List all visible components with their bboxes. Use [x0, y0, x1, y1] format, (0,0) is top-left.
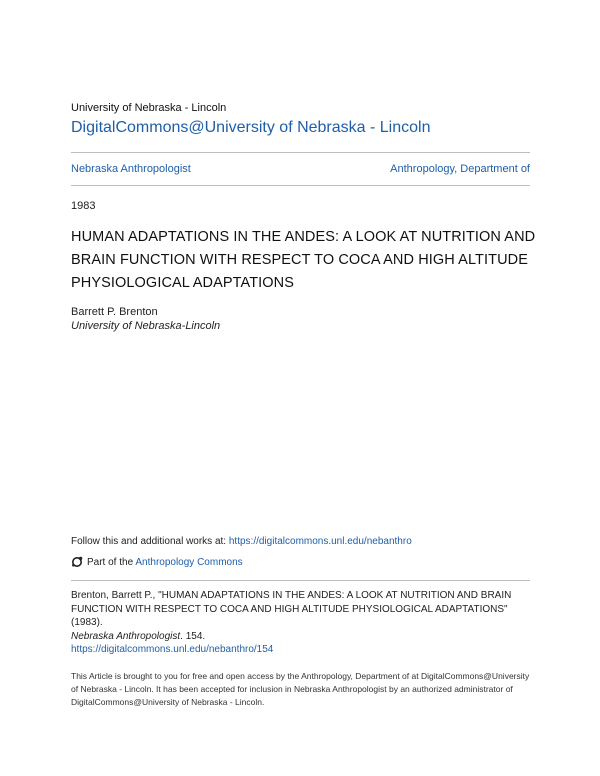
citation-journal: Nebraska Anthropologist — [71, 630, 181, 642]
repository-link[interactable]: DigitalCommons@University of Nebraska - Lincoln — [71, 119, 431, 136]
article-title: HUMAN ADAPTATIONS IN THE ANDES: A LOOK AT NUTRITION AND BRAIN FUNCTION WITH RESPECT TO COCA AND HIGH ALTITUDE PHYSIOLOGICAL ADAPTATIONS — [71, 229, 536, 291]
follow-line — [71, 536, 412, 547]
divider — [71, 580, 530, 581]
part-of-text: Part of the — [87, 556, 136, 568]
journal-link[interactable]: Nebraska Anthropologist — [71, 163, 191, 175]
author-name: Barrett P. Brenton — [71, 306, 158, 318]
department-link[interactable]: Anthropology, Department of — [390, 163, 530, 175]
author-affiliation: University of Nebraska-Lincoln — [71, 320, 221, 332]
institution-name: University of Nebraska - Lincoln — [71, 102, 227, 114]
commons-network-icon — [71, 556, 83, 568]
footer-notice: This Article is brought to you for free and open access by the Anthropology, Department of at DigitalCommons@University of Nebraska - Lincoln. It has been accepted for inclusion in Nebraska Anthropologist by an authorized administrator of DigitalCommons@University of Nebraska - Lincoln. — [71, 671, 530, 707]
follow-text: Follow this and additional works at: — [71, 536, 229, 547]
citation-block — [71, 589, 531, 657]
divider — [71, 185, 530, 186]
citation-text: Brenton, Barrett P., "HUMAN ADAPTATIONS IN THE ANDES: A LOOK AT NUTRITION AND BRAIN FUNCTION WITH RESPECT TO COCA AND HIGH ALTITUDE PHYSIOLOGICAL ADAPTATIONS" (1983). — [71, 590, 512, 628]
divider — [71, 152, 530, 153]
publication-year: 1983 — [71, 200, 96, 212]
citation-number: . 154. — [180, 630, 206, 642]
part-of-line — [71, 556, 243, 568]
anthropology-commons-link[interactable]: Anthropology Commons — [135, 556, 243, 568]
collection-link[interactable]: https://digitalcommons.unl.edu/nebanthro — [228, 536, 412, 547]
citation-url[interactable]: https://digitalcommons.unl.edu/nebanthro/154 — [71, 644, 274, 655]
